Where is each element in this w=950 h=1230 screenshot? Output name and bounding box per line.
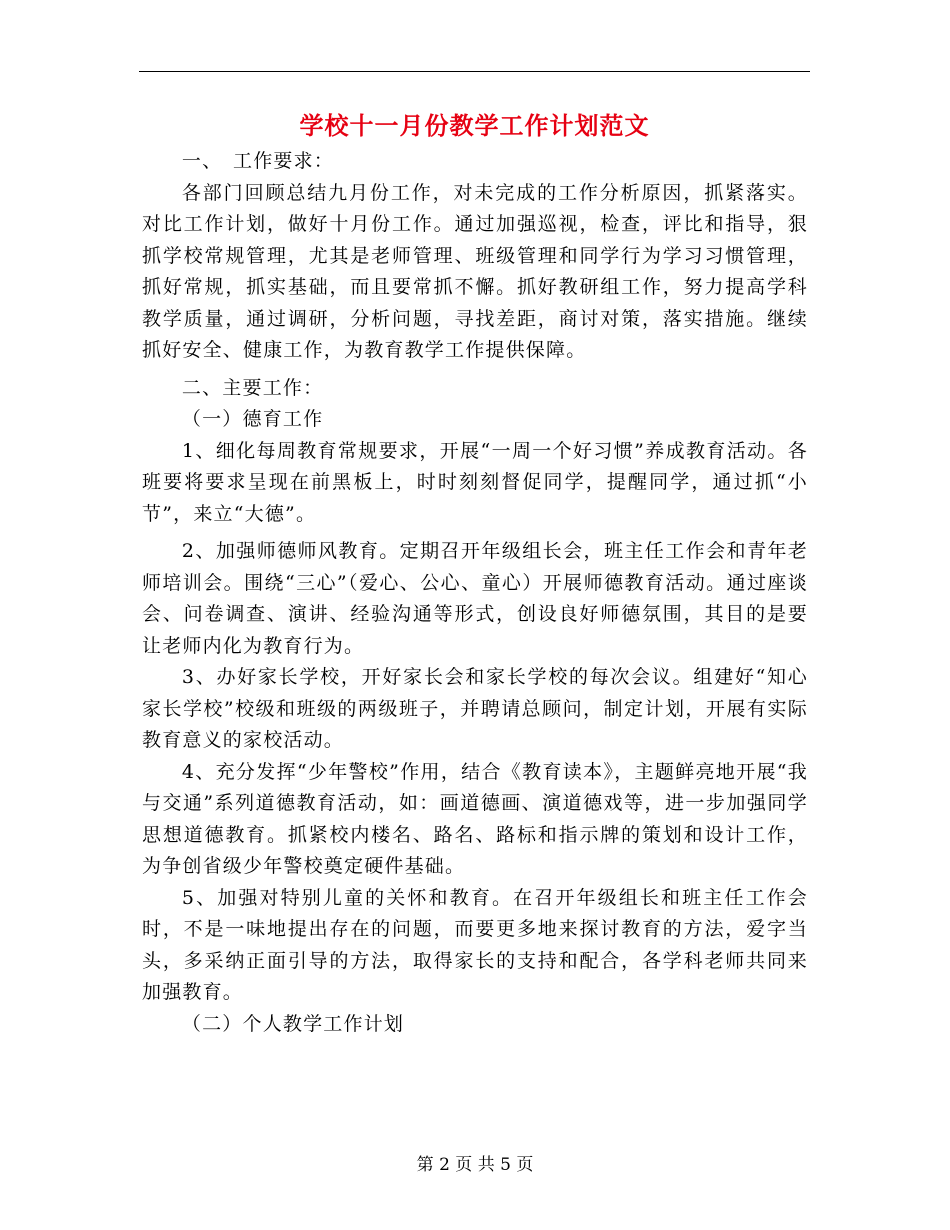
paragraph-item-5: 5、加强对特别儿童的关怀和教育。在召开年级组长和班主任工作会时，不是一味地提出存在的问题，而要更多地来探讨教育的方法，爱字当头，多采纳正面引导的方法，取得家长的支持和配合，各学科老师共同来加强教育。	[142, 886, 808, 1003]
subsection-heading-moral-education: （一）德育工作	[181, 408, 324, 430]
paragraph-item-2: 2、加强师德师风教育。定期召开年级组长会，班主任工作会和青年老师培训会。围绕“三心”（爱心、公心、童心）开展师德教育活动。通过座谈会、问卷调查、演讲、经验沟通等形式，创设良好师德氛围，其目的是要让老师内化为教育行为。	[142, 540, 808, 657]
paragraph-item-3: 3、办好家长学校，开好家长会和家长学校的每次会议。组建好“知心家长学校”校级和班级的两级班子，并聘请总顾问，制定计划，开展有实际教育意义的家校活动。	[142, 666, 808, 751]
subsection-heading-teaching-plan: （二）个人教学工作计划	[181, 1012, 405, 1035]
paragraph-item-1: 1、细化每周教育常规要求，开展“一周一个好习惯”养成教育活动。各班要将要求呈现在前黑板上，时时刻刻督促同学，提醒同学，通过抓“小节”，来立“大德”。	[142, 439, 808, 525]
section-heading-requirements: 一、 工作要求：	[181, 150, 334, 172]
paragraph-item-4: 4、充分发挥“少年警校”作用，结合《教育读本》，主题鲜亮地开展“我与交通”系列道德教育活动，如：画道德画、演道德戏等，进一步加强同学思想道德教育。抓紧校内楼名、路名、路标和指示牌的策划和设计工作，为争创省级少年警校奠定硬件基础。	[142, 760, 808, 877]
document-title: 学校十一月份教学工作计划范文	[299, 111, 650, 140]
document-body	[142, 146, 808, 1040]
paragraph-requirements: 各部门回顾总结九月份工作，对未完成的工作分析原因，抓紧落实。对比工作计划，做好十月份工作。通过加强巡视，检查，评比和指导，狠抓学校常规管理，尤其是老师管理、班级管理和同学行为学习习惯管理，抓好常规，抓实基础，而且要常抓不懈。抓好教研组工作，努力提高学科教学质量，通过调研，分析问题，寻找差距，商讨对策，落实措施。继续抓好安全、健康工作，为教育教学工作提供保障。	[142, 181, 808, 361]
header-rule	[139, 71, 810, 72]
page-footer: 第 2 页 共 5 页	[416, 1155, 534, 1175]
section-heading-main-work: 二、主要工作：	[181, 376, 324, 399]
